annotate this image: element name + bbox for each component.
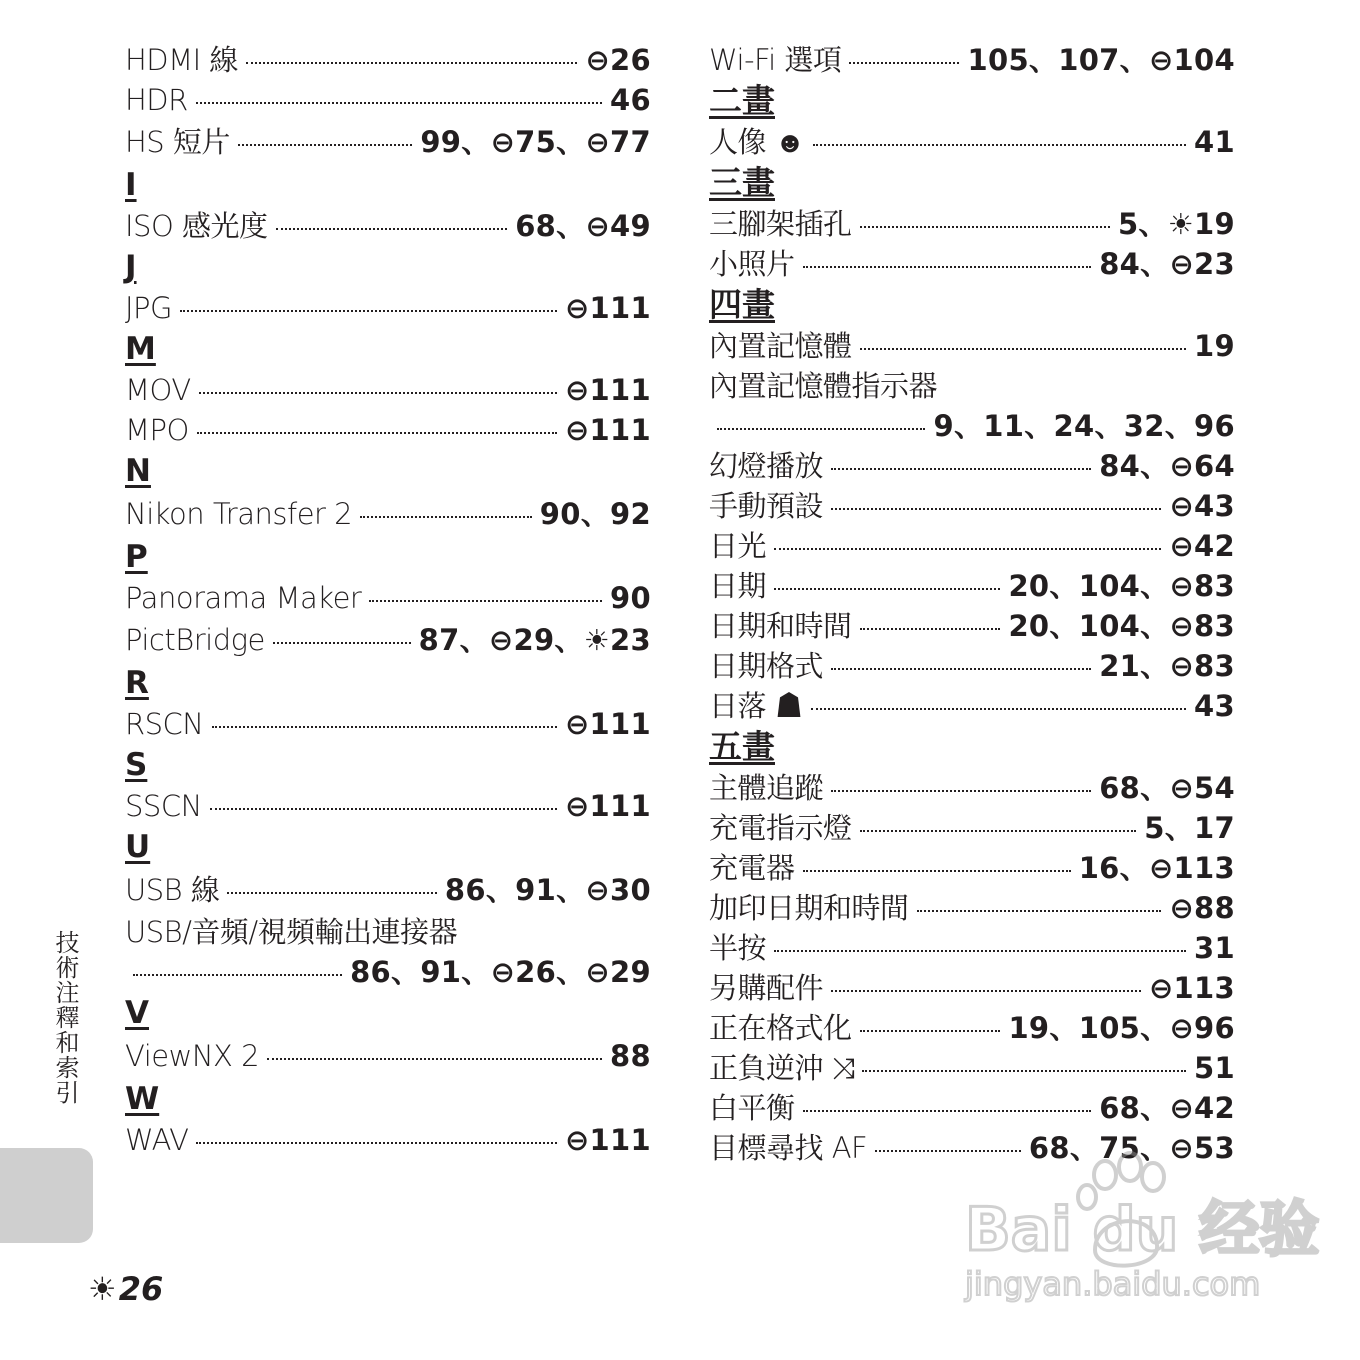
index-left-column [125, 40, 651, 1160]
index-entry [125, 40, 651, 80]
index-term: HDMI 線 [125, 43, 238, 77]
index-page-refs: ⊖88 [1169, 891, 1235, 925]
index-term: 充電器 [709, 851, 795, 885]
index-page-refs: ⊖26 [585, 43, 651, 77]
index-letter-heading: I [125, 167, 137, 203]
page-number [88, 1270, 163, 1308]
index-term: 手動預設 [709, 489, 824, 523]
index-page-refs: 46 [610, 83, 651, 117]
index-entry [125, 952, 651, 992]
index-term: RSCN [125, 707, 204, 741]
index-letter-heading: W [125, 1081, 160, 1117]
section-tab [0, 1148, 93, 1243]
watermark-brand: Bai du 经验 [965, 1195, 1320, 1265]
index-term: USB/音頻/視頻輸出連接器 [125, 915, 458, 949]
index-right-column [709, 40, 1235, 1168]
index-page-refs: 88 [610, 1039, 651, 1073]
dot-leader [133, 974, 342, 976]
index-page-refs: 20、104、⊖83 [1008, 569, 1235, 603]
index-entry [709, 326, 1235, 366]
index-page-refs: 90 [610, 581, 651, 615]
dot-leader [860, 628, 1001, 630]
index-entry [709, 446, 1235, 486]
dot-leader [246, 62, 578, 64]
dot-leader [860, 226, 1110, 228]
index-page-refs: 51 [1194, 1051, 1235, 1085]
dot-leader [276, 228, 508, 230]
dot-leader [831, 468, 1091, 470]
index-term: 正負逆沖 ⤨ [709, 1051, 855, 1085]
index-entry [125, 370, 651, 410]
dot-leader [273, 642, 411, 644]
dot-leader [803, 266, 1092, 268]
index-page-refs: ⊖111 [564, 413, 651, 447]
dot-leader [774, 588, 1000, 590]
index-entry [709, 768, 1235, 808]
index-page-refs: 84、⊖64 [1099, 449, 1235, 483]
index-term: 幻燈播放 [709, 449, 824, 483]
index-entry [125, 288, 651, 328]
dot-leader [849, 62, 959, 64]
index-page-refs: 87、⊖29、☀23 [418, 623, 651, 657]
dot-leader [210, 808, 557, 810]
index-entry [709, 928, 1235, 968]
dot-leader [717, 428, 925, 430]
index-term: JPG [125, 291, 173, 325]
index-page-refs: ⊖43 [1169, 489, 1235, 523]
dot-leader [267, 1058, 602, 1060]
index-term: 內置記憶體指示器 [709, 369, 938, 403]
index-term: 小照片 [709, 247, 795, 281]
index-term: PictBridge [125, 623, 265, 657]
index-page-refs: 43 [1194, 689, 1235, 723]
index-entry [125, 410, 651, 450]
index-term: USB 線 [125, 873, 220, 907]
index-entry [125, 578, 651, 618]
index-entry [709, 40, 1235, 80]
index-term: 三腳架插孔 [709, 207, 852, 241]
index-page-refs: ⊖111 [564, 291, 651, 325]
index-term: 目標尋找 AF [709, 1131, 868, 1165]
dot-leader [196, 102, 602, 104]
index-term: 另購配件 [709, 971, 824, 1005]
tip-icon: ☀ [88, 1270, 117, 1308]
dot-leader [811, 708, 1186, 710]
dot-leader [862, 1070, 1186, 1072]
dot-leader [238, 144, 412, 146]
index-page-refs: ⊖42 [1169, 529, 1235, 563]
index-entry [709, 1008, 1235, 1048]
index-page-refs: ⊖111 [564, 707, 651, 741]
index-letter-heading: 五畫 [709, 727, 775, 766]
index-entry [709, 366, 1235, 406]
index-page-refs: 21、⊖83 [1099, 649, 1235, 683]
index-entry [709, 566, 1235, 606]
index-page-refs: 99、⊖75、⊖77 [420, 125, 651, 159]
index-page-refs: 68、⊖42 [1099, 1091, 1235, 1125]
index-letter-heading: S [125, 747, 148, 783]
index-term: 日期 [709, 569, 767, 603]
section-side-label: 技術注釋和索引 [51, 930, 79, 1105]
index-letter-heading: N [125, 453, 151, 489]
index-letter-heading: M [125, 331, 156, 367]
index-term: 正在格式化 [709, 1011, 852, 1045]
index-entry [125, 80, 651, 120]
dot-leader [860, 348, 1187, 350]
index-entry [125, 912, 651, 952]
index-entry [125, 704, 651, 744]
index-entry [709, 486, 1235, 526]
index-term: 日期格式 [709, 649, 824, 683]
index-letter-heading: V [125, 995, 149, 1031]
index-entry [709, 968, 1235, 1008]
index-term: 充電指示燈 [709, 811, 852, 845]
index-entry [125, 1120, 651, 1160]
index-page-refs: 68、⊖49 [515, 209, 651, 243]
index-term: WAV [125, 1123, 189, 1157]
index-letter-heading: 四畫 [709, 285, 775, 324]
index-term: MPO [125, 413, 189, 447]
index-term: MOV [125, 373, 191, 407]
index-entry [709, 888, 1235, 928]
index-term: 內置記憶體 [709, 329, 852, 363]
index-term: HDR [125, 83, 188, 117]
index-entry [709, 122, 1235, 162]
dot-leader [831, 790, 1091, 792]
index-page-refs: 5、17 [1144, 811, 1235, 845]
index-letter-heading: J [125, 249, 137, 285]
index-page-refs: 86、91、⊖26、⊖29 [350, 955, 651, 989]
index-page-refs: ⊖111 [564, 789, 651, 823]
dot-leader [180, 310, 557, 312]
baidu-watermark [965, 1155, 1320, 1310]
dot-leader [860, 830, 1137, 832]
index-page-refs: 90、92 [539, 497, 651, 531]
index-letter-heading: P [125, 539, 148, 575]
dot-leader [875, 1150, 1021, 1152]
index-entry [709, 406, 1235, 446]
index-letter-heading: 二畫 [709, 81, 775, 120]
index-entry [709, 1088, 1235, 1128]
index-page-refs: 9、11、24、32、96 [933, 409, 1235, 443]
watermark-url: jingyan.baidu.com [965, 1265, 1261, 1303]
index-entry [125, 120, 651, 164]
dot-leader [831, 508, 1161, 510]
index-page-refs: 19 [1194, 329, 1235, 363]
index-entry [125, 492, 651, 536]
dot-leader [199, 392, 557, 394]
index-page-refs: 5、☀19 [1117, 207, 1235, 241]
dot-leader [197, 432, 557, 434]
index-page-refs: ⊖113 [1148, 971, 1235, 1005]
page-number-value: 26 [118, 1270, 164, 1308]
index-entry [709, 686, 1235, 726]
dot-leader [227, 892, 437, 894]
dot-leader [774, 548, 1161, 550]
dot-leader [831, 668, 1091, 670]
index-entry [125, 1034, 651, 1078]
paw-logo-icon [965, 1155, 1320, 1310]
index-entry [709, 606, 1235, 646]
index-entry [709, 808, 1235, 848]
dot-leader [774, 950, 1186, 952]
dot-leader [803, 1110, 1092, 1112]
index-term: 日落 ☗ [709, 689, 804, 723]
index-page-refs: 20、104、⊖83 [1008, 609, 1235, 643]
index-entry [709, 244, 1235, 284]
index-letter-heading: R [125, 665, 149, 701]
dot-leader [360, 516, 532, 518]
index-term: 白平衡 [709, 1091, 795, 1125]
index-page-refs: 16、⊖113 [1078, 851, 1235, 885]
index-term: 人像 ☻ [709, 125, 805, 159]
dot-leader [803, 870, 1071, 872]
index-entry [709, 646, 1235, 686]
index-term: ISO 感光度 [125, 209, 268, 243]
index-term: Nikon Transfer 2 [125, 497, 353, 531]
index-letter-heading: U [125, 829, 151, 865]
dot-leader [831, 990, 1141, 992]
index-page-refs: 41 [1194, 125, 1235, 159]
index-entry [709, 1048, 1235, 1088]
index-entry [709, 204, 1235, 244]
index-page-refs: 68、75、⊖53 [1028, 1131, 1235, 1165]
index-letter-heading: 三畫 [709, 163, 775, 202]
index-term: HS 短片 [125, 125, 230, 159]
dot-leader [813, 144, 1186, 146]
index-term: 加印日期和時間 [709, 891, 909, 925]
index-page-refs: 68、⊖54 [1099, 771, 1235, 805]
index-term: 半按 [709, 931, 767, 965]
index-page-refs: 19、105、⊖96 [1008, 1011, 1235, 1045]
index-entry [125, 786, 651, 826]
dot-leader [212, 726, 557, 728]
index-term: Wi-Fi 選項 [709, 43, 842, 77]
dot-leader [917, 910, 1162, 912]
index-term: Panorama Maker [125, 581, 362, 615]
dot-leader [860, 1030, 1001, 1032]
index-term: 日期和時間 [709, 609, 852, 643]
index-page-refs: 86、91、⊖30 [444, 873, 651, 907]
dot-leader [369, 600, 602, 602]
index-term: 主體追蹤 [709, 771, 824, 805]
index-entry [709, 848, 1235, 888]
index-page-refs: 105、107、⊖104 [967, 43, 1235, 77]
index-page-refs: ⊖111 [564, 1123, 651, 1157]
dot-leader [196, 1142, 557, 1144]
index-term: ViewNX 2 [125, 1039, 260, 1073]
index-entry [709, 526, 1235, 566]
index-entry [125, 206, 651, 246]
index-entry [125, 618, 651, 662]
index-page-refs: 84、⊖23 [1099, 247, 1235, 281]
index-term: SSCN [125, 789, 202, 823]
index-term: 日光 [709, 529, 767, 563]
index-page-refs: ⊖111 [564, 373, 651, 407]
index-entry [125, 868, 651, 912]
index-page-refs: 31 [1194, 931, 1235, 965]
